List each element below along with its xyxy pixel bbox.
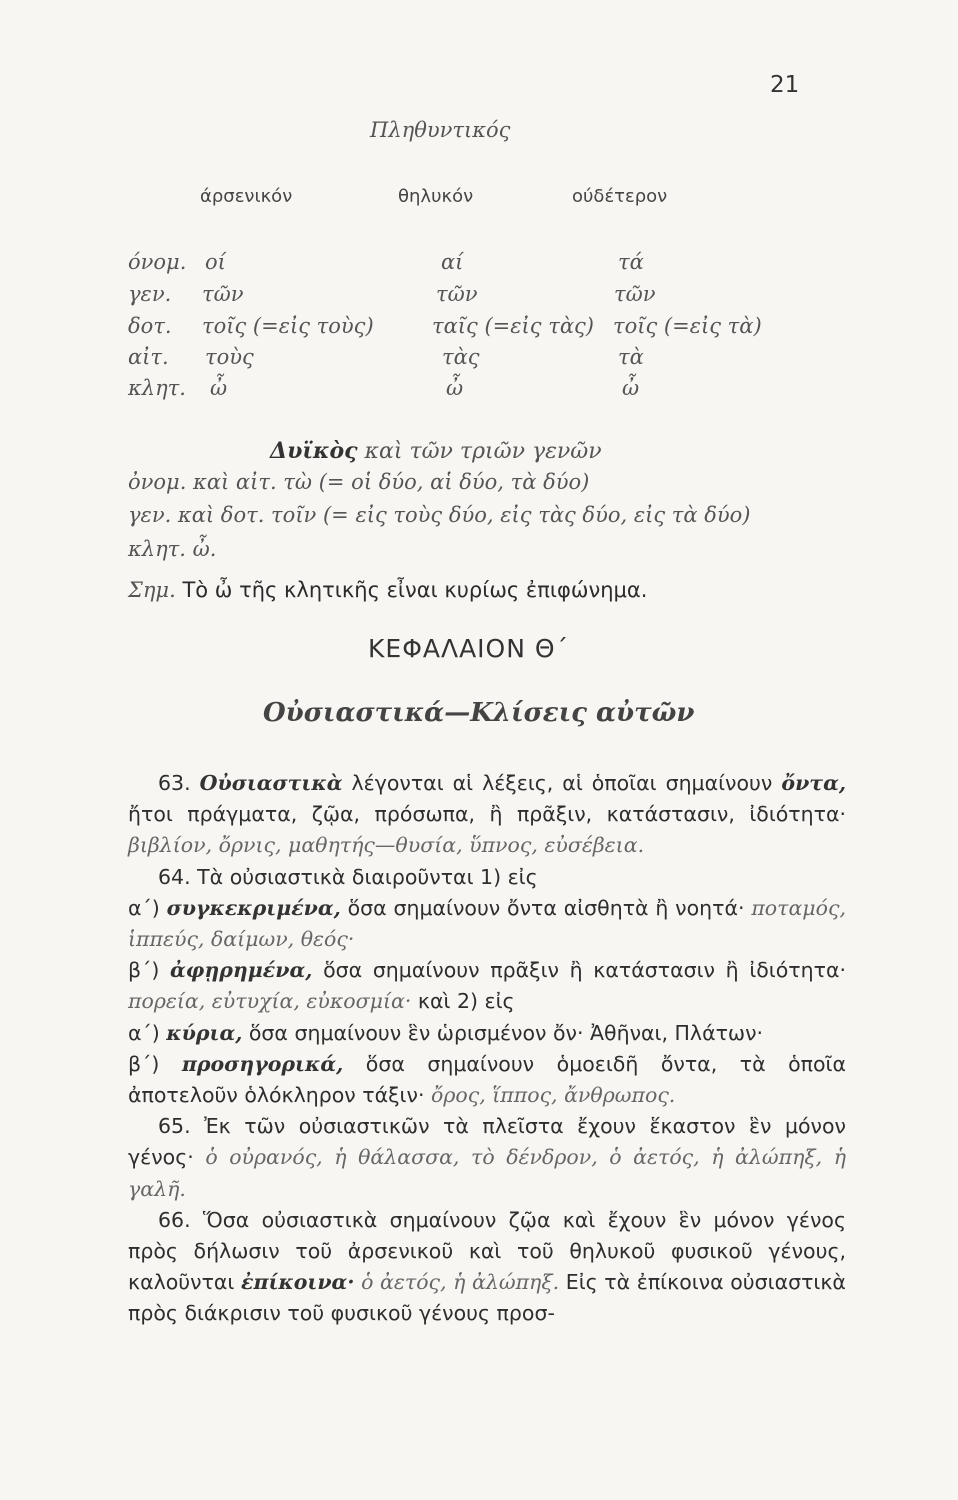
para-text: ὅσα σημαίνουν ἓν ὡρισμένον ὄν· Ἀθῆναι, Πλάτων· <box>248 1020 764 1045</box>
para-text: Ἐκ τῶν οὐσιαστικῶν τὰ πλεῖστα ἔχουν ἕκαστον ἓν μόνον γένος· <box>128 1114 846 1170</box>
note-label: Σημ. <box>128 578 176 602</box>
term: ἐπίκοινα· <box>240 1270 355 1295</box>
plural-title: Πληθυντικός <box>370 118 511 142</box>
example: πορεία, εὐτυχία, εὐκοσμία· <box>128 989 412 1014</box>
paragraph-63 <box>128 768 846 862</box>
article-neuter: τοῖς (=εἰς τὰ) <box>613 314 762 338</box>
chapter-subtitle: Οὐσιαστικά—Κλίσεις αὐτῶν <box>263 698 695 728</box>
para-text: ἤτοι πράγματα, ζῷα, πρόσωπα, ἢ πρᾶξιν, κατάστασιν, ἰδιότητα· <box>128 802 846 827</box>
paragraph-64-c <box>128 1018 846 1049</box>
article-feminine: ταῖς (=εἰς τὰς) <box>432 314 594 338</box>
case-label: κλητ. <box>128 376 186 400</box>
article-masculine: ὦ <box>210 376 228 400</box>
item-label: β΄) <box>128 958 160 983</box>
example: ὁ οὐρανός, ἡ θάλασσα, τὸ δένδρον, ὁ ἀετός, ἡ ἀλώπηξ, ἡ γαλῆ. <box>128 1145 846 1201</box>
para-text: Εἰς τὰ ἐπίκοινα οὐσιαστικὰ πρὸς διάκρισιν τοῦ φυσικοῦ γένους προσ- <box>128 1270 846 1326</box>
dual-title-rest: καὶ τῶν τριῶν γενῶν <box>364 439 602 464</box>
item-label: α΄) <box>128 895 160 920</box>
para-number: 63. <box>158 771 191 795</box>
item-label: β΄) <box>128 1051 160 1076</box>
article-neuter: τῶν <box>614 282 656 306</box>
article-feminine: ὦ <box>446 376 464 400</box>
case-label: αἰτ. <box>128 345 169 369</box>
paragraph-64-b <box>128 955 846 1017</box>
paragraph-64-d <box>128 1049 846 1111</box>
article-neuter: ὦ <box>622 376 640 400</box>
paragraph-65 <box>128 1111 846 1205</box>
para-text: ὅσα σημαίνουν πρᾶξιν ἢ κατάστασιν ἢ ἰδιότητα· <box>323 958 846 983</box>
paragraph-64 <box>128 862 846 893</box>
article-feminine: τὰς <box>442 345 480 369</box>
paragraph-66 <box>128 1205 846 1330</box>
article-feminine: αί <box>441 250 464 274</box>
term: ἀφῃρημένα, <box>170 958 313 983</box>
item-label: α΄) <box>128 1020 160 1045</box>
chapter-heading: ΚΕΦΑΛΑΙΟΝ Θ΄ <box>368 634 570 663</box>
para-text: ὅσα σημαίνουν ὁμοειδῆ ὄντα, τὰ ὁποῖα ἀποτελοῦν ὁλόκληρον τάξιν· <box>128 1051 846 1108</box>
case-label: δοτ. <box>128 314 172 338</box>
article-masculine: τῶν <box>202 282 244 306</box>
para-text: λέγονται αἱ λέξεις, αἱ ὁποῖαι σημαίνουν <box>351 771 773 795</box>
example: ὄρος, ἵππος, ἄνθρωπος. <box>431 1083 676 1108</box>
body-text <box>128 768 846 1330</box>
term: ὄντα, <box>781 771 846 795</box>
para-number: 66. <box>158 1207 191 1232</box>
dual-note <box>128 578 647 602</box>
gender-header-feminine: θηλυκόν <box>398 186 474 207</box>
gender-header-masculine: άρσενικόν <box>200 186 293 207</box>
article-neuter: τὰ <box>618 345 644 369</box>
note-text: Τὸ ὦ τῆς κλητικῆς εἶναι κυρίως ἐπιφώνημα. <box>182 578 648 602</box>
case-label: γεν. <box>128 282 172 306</box>
gender-header-neuter: ούδέτερον <box>572 186 668 207</box>
article-masculine: τοῖς (=εἰς τοὺς) <box>202 314 374 338</box>
paragraph-64-a <box>128 893 846 955</box>
dual-line: ὀνομ. καὶ αἰτ. τὼ (= οἱ δύο, αἱ δύο, τὰ δύο) <box>128 470 590 494</box>
term: Οὐσιαστικὰ <box>199 771 343 795</box>
para-text: καὶ 2) εἰς <box>417 989 515 1014</box>
term: κύρια, <box>166 1020 243 1045</box>
dual-title-main: Δυϊκὸς <box>270 438 358 464</box>
para-number: 65. <box>158 1114 191 1139</box>
example: ὁ ἀετός, ἡ ἀλώπηξ. <box>361 1270 560 1295</box>
para-text: Τὰ οὐσιαστικὰ διαιροῦνται 1) εἰς <box>197 864 538 889</box>
dual-title <box>270 438 602 464</box>
article-neuter: τά <box>618 250 644 274</box>
article-masculine: τοὺς <box>205 345 254 369</box>
dual-line: γεν. καὶ δοτ. τοῖν (= εἰς τοὺς δύο, εἰς τὰς δύο, εἰς τὰ δύο) <box>128 503 751 527</box>
example: ποταμός, ἱππεύς, δαίμων, θεός· <box>128 895 846 952</box>
example: βιβλίον, ὄρνις, μαθητής—θυσία, ὕπνος, εὐσέβεια. <box>128 833 645 858</box>
term: συγκεκριμένα, <box>166 895 341 920</box>
para-number: 64. <box>158 864 191 889</box>
article-feminine: τῶν <box>436 282 478 306</box>
article-masculine: οί <box>205 250 226 274</box>
para-text: Ὅσα οὐσιαστικὰ σημαίνουν ζῷα καὶ ἔχουν ἓν μόνον γένος πρὸς δήλωσιν τοῦ ἀρσενικοῦ καὶ τοῦ θηλυκοῦ φυσικοῦ γένους, καλοῦνται <box>128 1207 846 1295</box>
para-text: ὅσα σημαίνουν ὄντα αἰσθητὰ ἢ νοητά· <box>347 895 745 920</box>
dual-line: κλητ. ὦ. <box>128 537 217 561</box>
term: προσηγορικά, <box>181 1051 344 1076</box>
page-number: 21 <box>770 72 800 98</box>
case-label: όνομ. <box>128 250 187 274</box>
